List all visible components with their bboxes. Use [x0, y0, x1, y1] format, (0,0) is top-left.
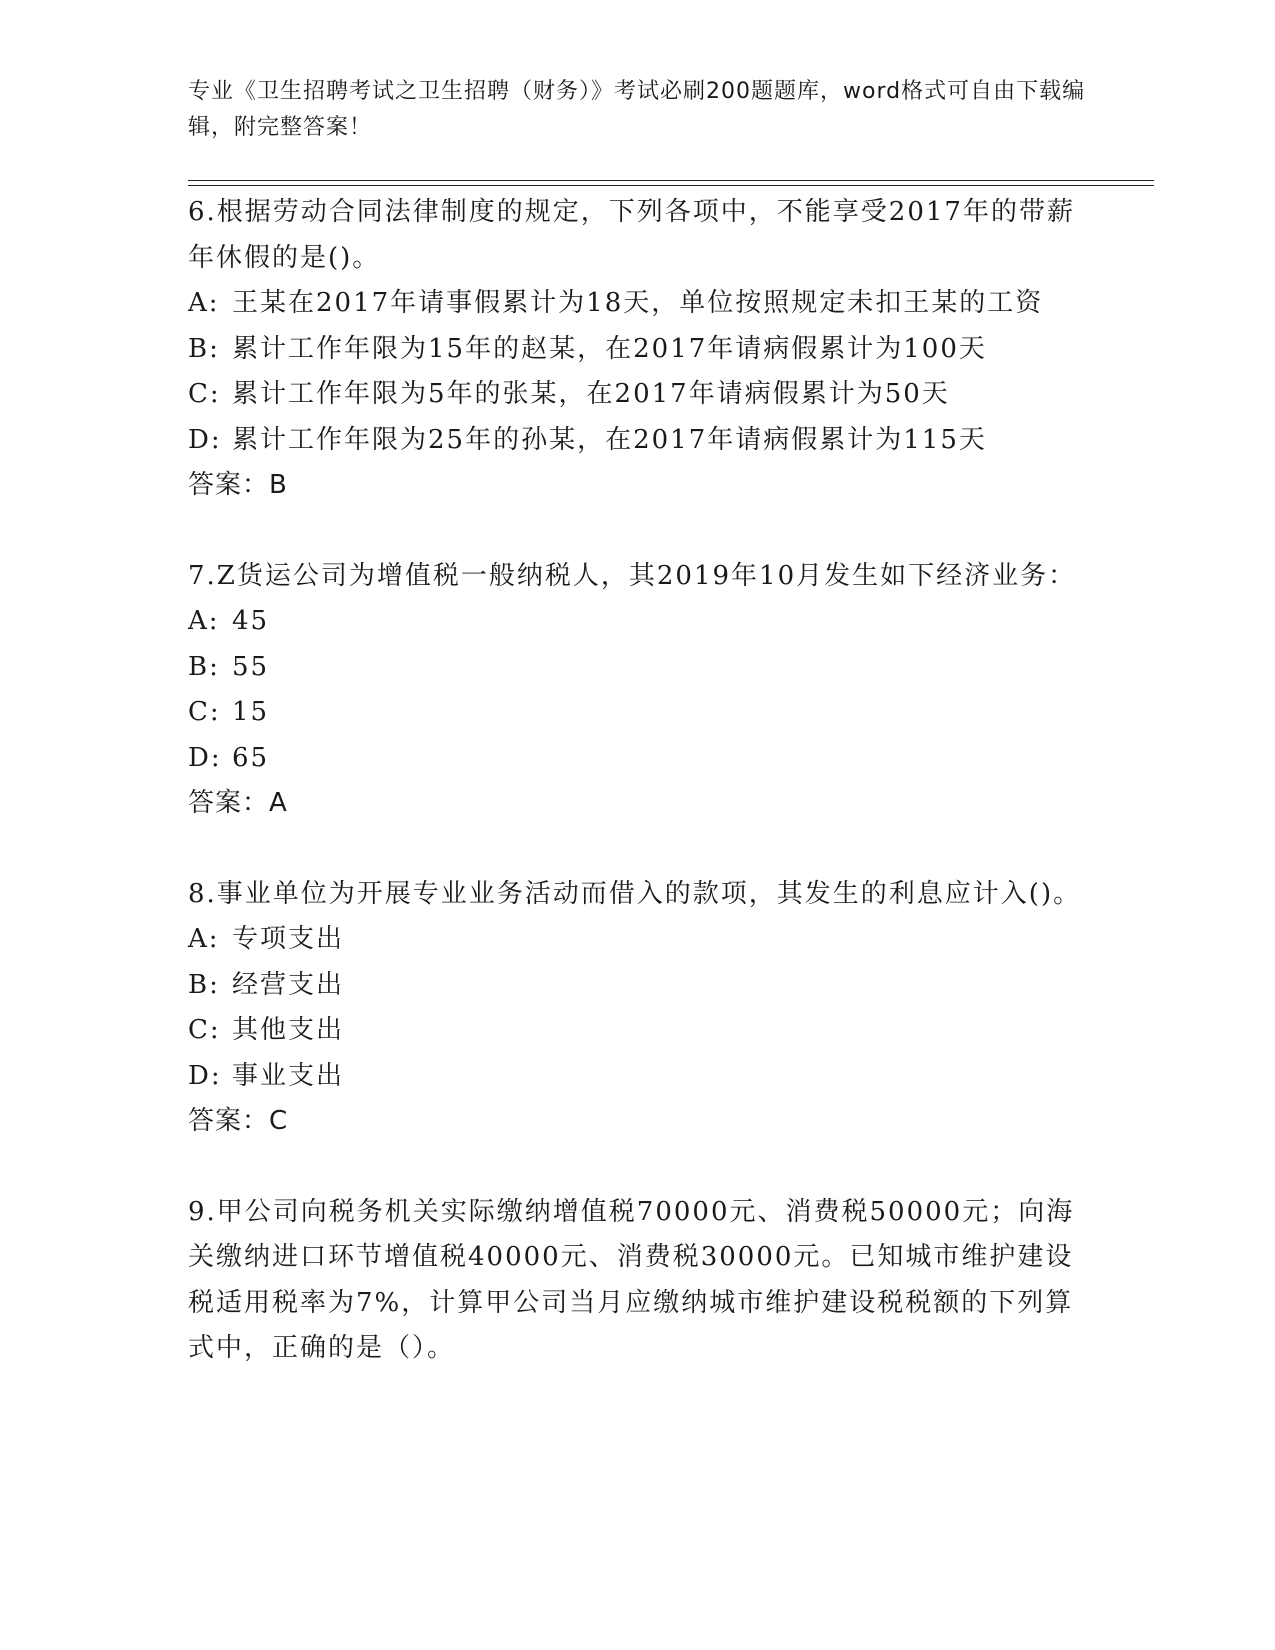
- option-key: C:: [188, 1015, 221, 1045]
- option-text: 累计工作年限为5年的张某，在2017年请病假累计为50天: [232, 379, 950, 409]
- option-key: A:: [188, 288, 220, 318]
- header-title: 专业《卫生招聘考试之卫生招聘（财务）》考试必刷200题题库，word格式可自由下载编辑，附完整答案！: [188, 79, 1086, 140]
- option-text: 其他支出: [232, 1015, 345, 1045]
- option-key: D:: [188, 424, 222, 455]
- option-key: C:: [188, 697, 221, 727]
- option-c: [188, 1008, 1088, 1054]
- option-b: [188, 963, 1088, 1009]
- option-key: D:: [188, 1060, 222, 1091]
- option-text: 王某在2017年请事假累计为18天，单位按照规定未扣王某的工资: [232, 288, 1044, 318]
- header-rule-bottom: [188, 185, 1154, 186]
- option-key: B:: [188, 651, 220, 682]
- option-a: [188, 599, 1088, 645]
- option-key: C:: [188, 379, 221, 409]
- option-text: 55: [232, 651, 270, 682]
- question-7: [188, 554, 1088, 827]
- header-rule-top: [188, 180, 1154, 181]
- answer-line: 答案：B: [188, 470, 288, 500]
- option-c: [188, 690, 1088, 736]
- option-a: [188, 281, 1088, 327]
- option-c: [188, 372, 1088, 418]
- option-d: [188, 736, 1088, 782]
- option-text: 经营支出: [232, 969, 345, 1000]
- question-text: 7.Z货运公司为增值税一般纳税人，其2019年10月发生如下经济业务：: [188, 560, 1077, 591]
- option-key: B:: [188, 333, 220, 364]
- question-9: [188, 1190, 1088, 1372]
- option-text: 事业支出: [232, 1060, 345, 1091]
- option-b: [188, 645, 1088, 691]
- question-text: 9.甲公司向税务机关实际缴纳增值税70000元、消费税50000元；向海关缴纳进口环节增值税40000元、消费税30000元。已知城市维护建设税适用税率为7%，计算甲公司当月应缴纳城市维护建设税税额的下列算式中，正确的是（）。: [188, 1196, 1075, 1363]
- answer-line: 答案：C: [188, 1106, 289, 1136]
- option-text: 65: [232, 742, 270, 773]
- option-a: [188, 917, 1088, 963]
- option-key: B:: [188, 969, 220, 1000]
- option-d: [188, 1054, 1088, 1100]
- option-b: [188, 327, 1088, 373]
- answer-line: 答案：A: [188, 788, 288, 818]
- question-8: [188, 872, 1088, 1145]
- option-text: 累计工作年限为15年的赵某，在2017年请病假累计为100天: [232, 333, 987, 364]
- option-d: [188, 418, 1088, 464]
- question-text: 8.事业单位为开展专业业务活动而借入的款项，其发生的利息应计入()。: [188, 878, 1082, 909]
- option-text: 累计工作年限为25年的孙某，在2017年请病假累计为115天: [232, 424, 987, 455]
- question-list: [188, 190, 1088, 1417]
- option-key: A:: [188, 924, 220, 954]
- option-text: 45: [232, 606, 270, 636]
- question-6: [188, 190, 1088, 509]
- option-text: 15: [232, 697, 270, 727]
- option-key: D:: [188, 742, 222, 773]
- question-text: 6.根据劳动合同法律制度的规定，下列各项中，不能享受2017年的带薪年休假的是()。: [188, 197, 1075, 273]
- option-text: 专项支出: [232, 924, 345, 954]
- option-key: A:: [188, 606, 220, 636]
- document-header: [188, 74, 1088, 146]
